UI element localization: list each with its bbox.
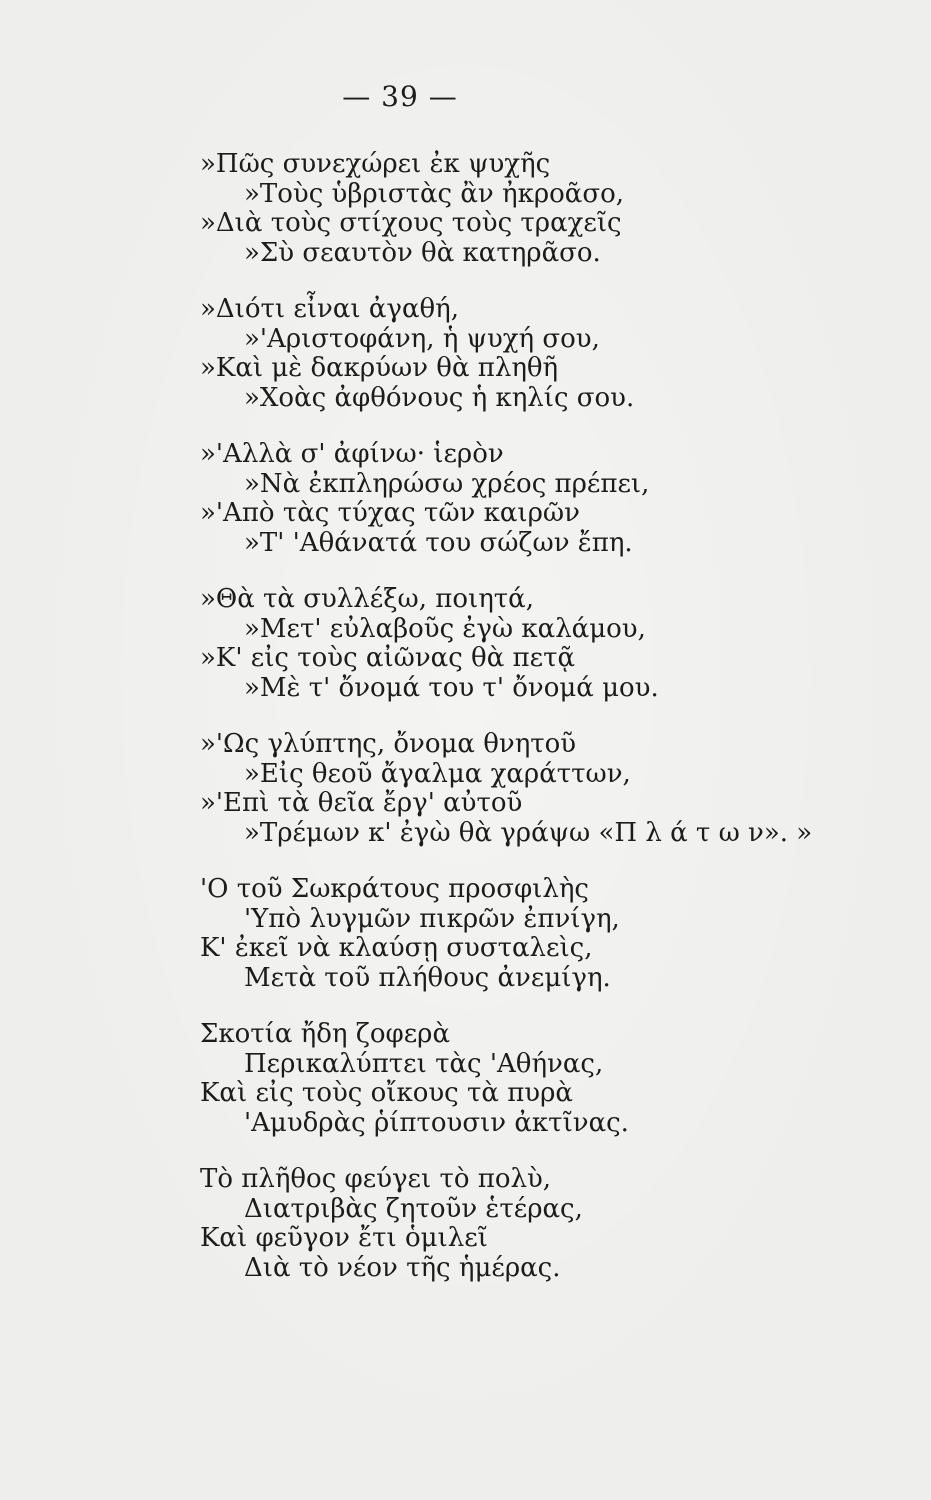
- poem-line: »Τ' 'Αθάνατά του σώζων ἔπη.: [244, 527, 633, 558]
- stanza: [200, 1165, 900, 1283]
- poem-line: »Μὲ τ' ὄνομά του τ' ὄνομά μου.: [244, 672, 659, 703]
- poem-line: »'Αλλὰ σ' ἀφίνω· ἱερὸν: [200, 439, 504, 469]
- stanza: [200, 440, 900, 558]
- stanza: [200, 150, 900, 268]
- poem-line: »Σὺ σεαυτὸν θὰ κατηρᾶσο.: [244, 237, 601, 268]
- poem-line: »Διὰ τοὺς στίχους τοὺς τραχεῖς: [200, 208, 622, 238]
- poem-line: »'Επὶ τὰ θεῖα ἔργ' αὐτοῦ: [200, 788, 523, 818]
- poem-line: Τὸ πλῆθος φεύγει τὸ πολὺ,: [200, 1164, 552, 1194]
- poem-line: »'Αριστοφάνη, ἡ ψυχή σου,: [244, 323, 600, 354]
- stanza: [200, 1020, 900, 1138]
- poem-line: »Τοὺς ὑβριστὰς ἂν ἠκροᾶσο,: [244, 178, 624, 209]
- poem-line: »Καὶ μὲ δακρύων θὰ πληθῆ: [200, 353, 559, 383]
- poem-line: »Νὰ ἐκπληρώσω χρέος πρέπει,: [244, 468, 650, 499]
- poem-line: »Εἰς θεοῦ ἄγαλμα χαράττων,: [244, 758, 631, 789]
- stanza: [200, 875, 900, 993]
- poem-line: 'Ο τοῦ Σωκράτους προσφιλὴς: [200, 874, 589, 904]
- poem-line: »'Ως γλύπτης, ὄνομα θνητοῦ: [200, 729, 577, 759]
- poem-text: [200, 150, 900, 1310]
- poem-line: Σκοτία ἤδη ζοφερὰ: [200, 1019, 451, 1049]
- stanza: [200, 730, 900, 848]
- poem-line: Περικαλύπτει τὰς 'Αθήνας,: [244, 1048, 604, 1079]
- poem-line: 'Αμυδρὰς ῥίπτουσιν ἀκτῖνας.: [244, 1107, 629, 1138]
- poem-line: »Τρέμων κ' ἐγὼ θὰ γράψω «Π λ ά τ ω ν». »: [244, 817, 813, 848]
- poem-line: »Πῶς συνεχώρει ἐκ ψυχῆς: [200, 149, 551, 179]
- poem-line: Κ' ἐκεῖ νὰ κλαύσῃ συσταλεὶς,: [200, 933, 593, 963]
- poem-line: »Μετ' εὐλαβοῦς ἐγὼ καλάμου,: [244, 613, 646, 644]
- stanza: [200, 295, 900, 413]
- poem-line: Διὰ τὸ νέον τῆς ἡμέρας.: [244, 1252, 561, 1283]
- page-number: — 39 —: [342, 80, 458, 113]
- poem-line: »Κ' εἰς τοὺς αἰῶνας θὰ πετᾷ: [200, 643, 576, 673]
- poem-line: »Χοὰς ἀφθόνους ἡ κηλίς σου.: [244, 382, 635, 413]
- poem-line: »Διότι εἶναι ἀγαθή,: [200, 294, 460, 324]
- poem-line: 'Υπὸ λυγμῶν πικρῶν ἐπνίγη,: [244, 903, 620, 934]
- poem-line: Διατριβὰς ζητοῦν ἑτέρας,: [244, 1193, 583, 1224]
- poem-line: Μετὰ τοῦ πλήθους ἀνεμίγη.: [244, 962, 611, 993]
- poem-line: Καὶ εἰς τοὺς οἴκους τὰ πυρὰ: [200, 1078, 573, 1108]
- poem-line: »Θὰ τὰ συλλέξω, ποιητά,: [200, 584, 535, 614]
- poem-line: Καὶ φεῦγον ἔτι ὁμιλεῖ: [200, 1223, 488, 1253]
- poem-line: »'Απὸ τὰς τύχας τῶν καιρῶν: [200, 498, 580, 528]
- stanza: [200, 585, 900, 703]
